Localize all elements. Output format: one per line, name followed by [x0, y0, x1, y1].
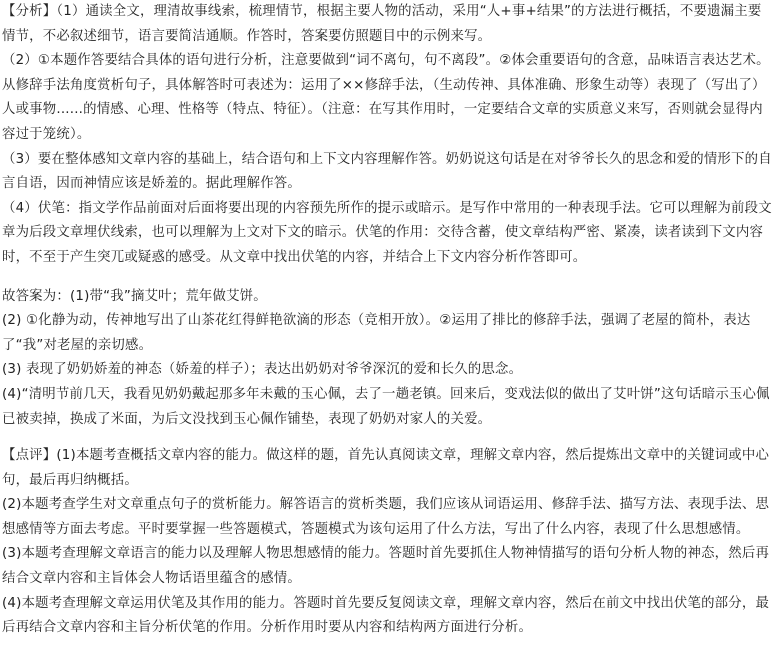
explanation-document [2, 0, 772, 641]
analysis-item-4: （4）伏笔：指文学作品前面对后面将要出现的内容预先所作的提示或暗示。是写作中常用的一种表现手法。它可以理解为前段文章为后段文章埋伏线索，也可以理解为上文对下文的暗示。伏笔的作用：交待含蓄，使文章结构严密、紧凑，读者读到下文内容时，不至于产生突兀或疑惑的感受。从文章中找出伏笔的内容，并结合上下文内容分析作答即可。 [2, 200, 772, 265]
answer-item-3: (3) 表现了奶奶娇羞的神态（娇羞的样子）；表达出奶奶对爷爷深沉的爱和长久的思念。 [2, 362, 523, 378]
comment-paragraph-1 [2, 444, 772, 493]
comment-item-2: (2)本题考查学生对文章重点句子的赏析能力。解答语言的赏析类题，我们应该从词语运用、修辞手法、描写方法、表现手法、思想感情等方面去考虑。平时要掌握一些答题模式，答题模式为该句运用了什么方法，写出了什么内容，表现了什么思想感情。 [2, 497, 770, 537]
analysis-section [2, 0, 772, 271]
comment-item-4: (4)本题考查理解文章运用伏笔及其作用的能力。答题时首先要反复阅读文章，理解文章内容，然后在前文中找出伏笔的部分，最后再结合文章内容和主旨分析伏笔的作用。分析作用时要从内容和结构两方面进行分析。 [2, 595, 770, 636]
analysis-tag: 【分析】 [2, 4, 57, 19]
comment-tag: 【点评】 [2, 448, 57, 464]
comment-item-1: (1)本题考查概括文章内容的能力。做这样的题，首先认真阅读文章，理解文章内容，然后提炼出文章中的关键词或中心句，最后再归纳概括。 [2, 448, 770, 488]
answer-item-1: 故答案为：(1)带“我”摘艾叶；荒年做艾饼。 [2, 288, 267, 304]
analysis-paragraph-1 [2, 0, 772, 49]
answer-item-4: (4)“清明节前几天，我看见奶奶戴起那多年未戴的玉心佩，去了一趟老镇。回来后，变戏法似的做出了艾叶饼”这句话暗示玉心佩已被卖掉，换成了米面，为后文没找到玉心佩作铺垫，表现了奶奶对家人的关爱。 [2, 386, 770, 427]
comment-section [2, 444, 772, 641]
analysis-item-1: （1）通读全文，理清故事线索，梳理情节，根据主要人物的活动，采用“人+事+结果”的方法进行概括，不要遗漏主要情节，不必叙述细节，语言要简洁通顺。作答时，答案要仿照题目中的示例来写。 [2, 4, 762, 44]
answer-section [2, 285, 772, 433]
analysis-item-3: （3）要在整体感知文章内容的基础上，结合语句和上下文内容理解作答。奶奶说这句话是在对爷爷长久的思念和爱的情形下的自言自语，因而神情应该是娇羞的。据此理解作答。 [2, 151, 772, 192]
answer-item-2: (2) ①化静为动，传神地写出了山茶花红得鲜艳欲滴的形态（竞相开放）。②运用了排比的修辞手法，强调了老屋的简朴，表达了“我”对老屋的亲切感。 [2, 313, 751, 353]
comment-item-3: (3)本题考查理解文章语言的能力以及理解人物思想感情的能力。答题时首先要抓住人物神情描写的语句分析人物的神态，然后再结合文章内容和主旨体会人物话语里蕴含的感情。 [2, 546, 770, 587]
analysis-item-2: （2）①本题作答要结合具体的语句进行分析，注意要做到“词不离句，句不离段”。②体会重要语句的含意，品味语言表达艺术。从修辞手法角度赏析句子，具体解答时可表述为：运用了××修辞手法，（生动传神、具体准确、形象生动等）表现了（写出了）人或事物......的情感、心理、性格等（特点、特征）。（注意：在写其作用时，一定要结合文章的实质意义来写，否则就会显得内容过于笼统）。 [2, 53, 770, 142]
